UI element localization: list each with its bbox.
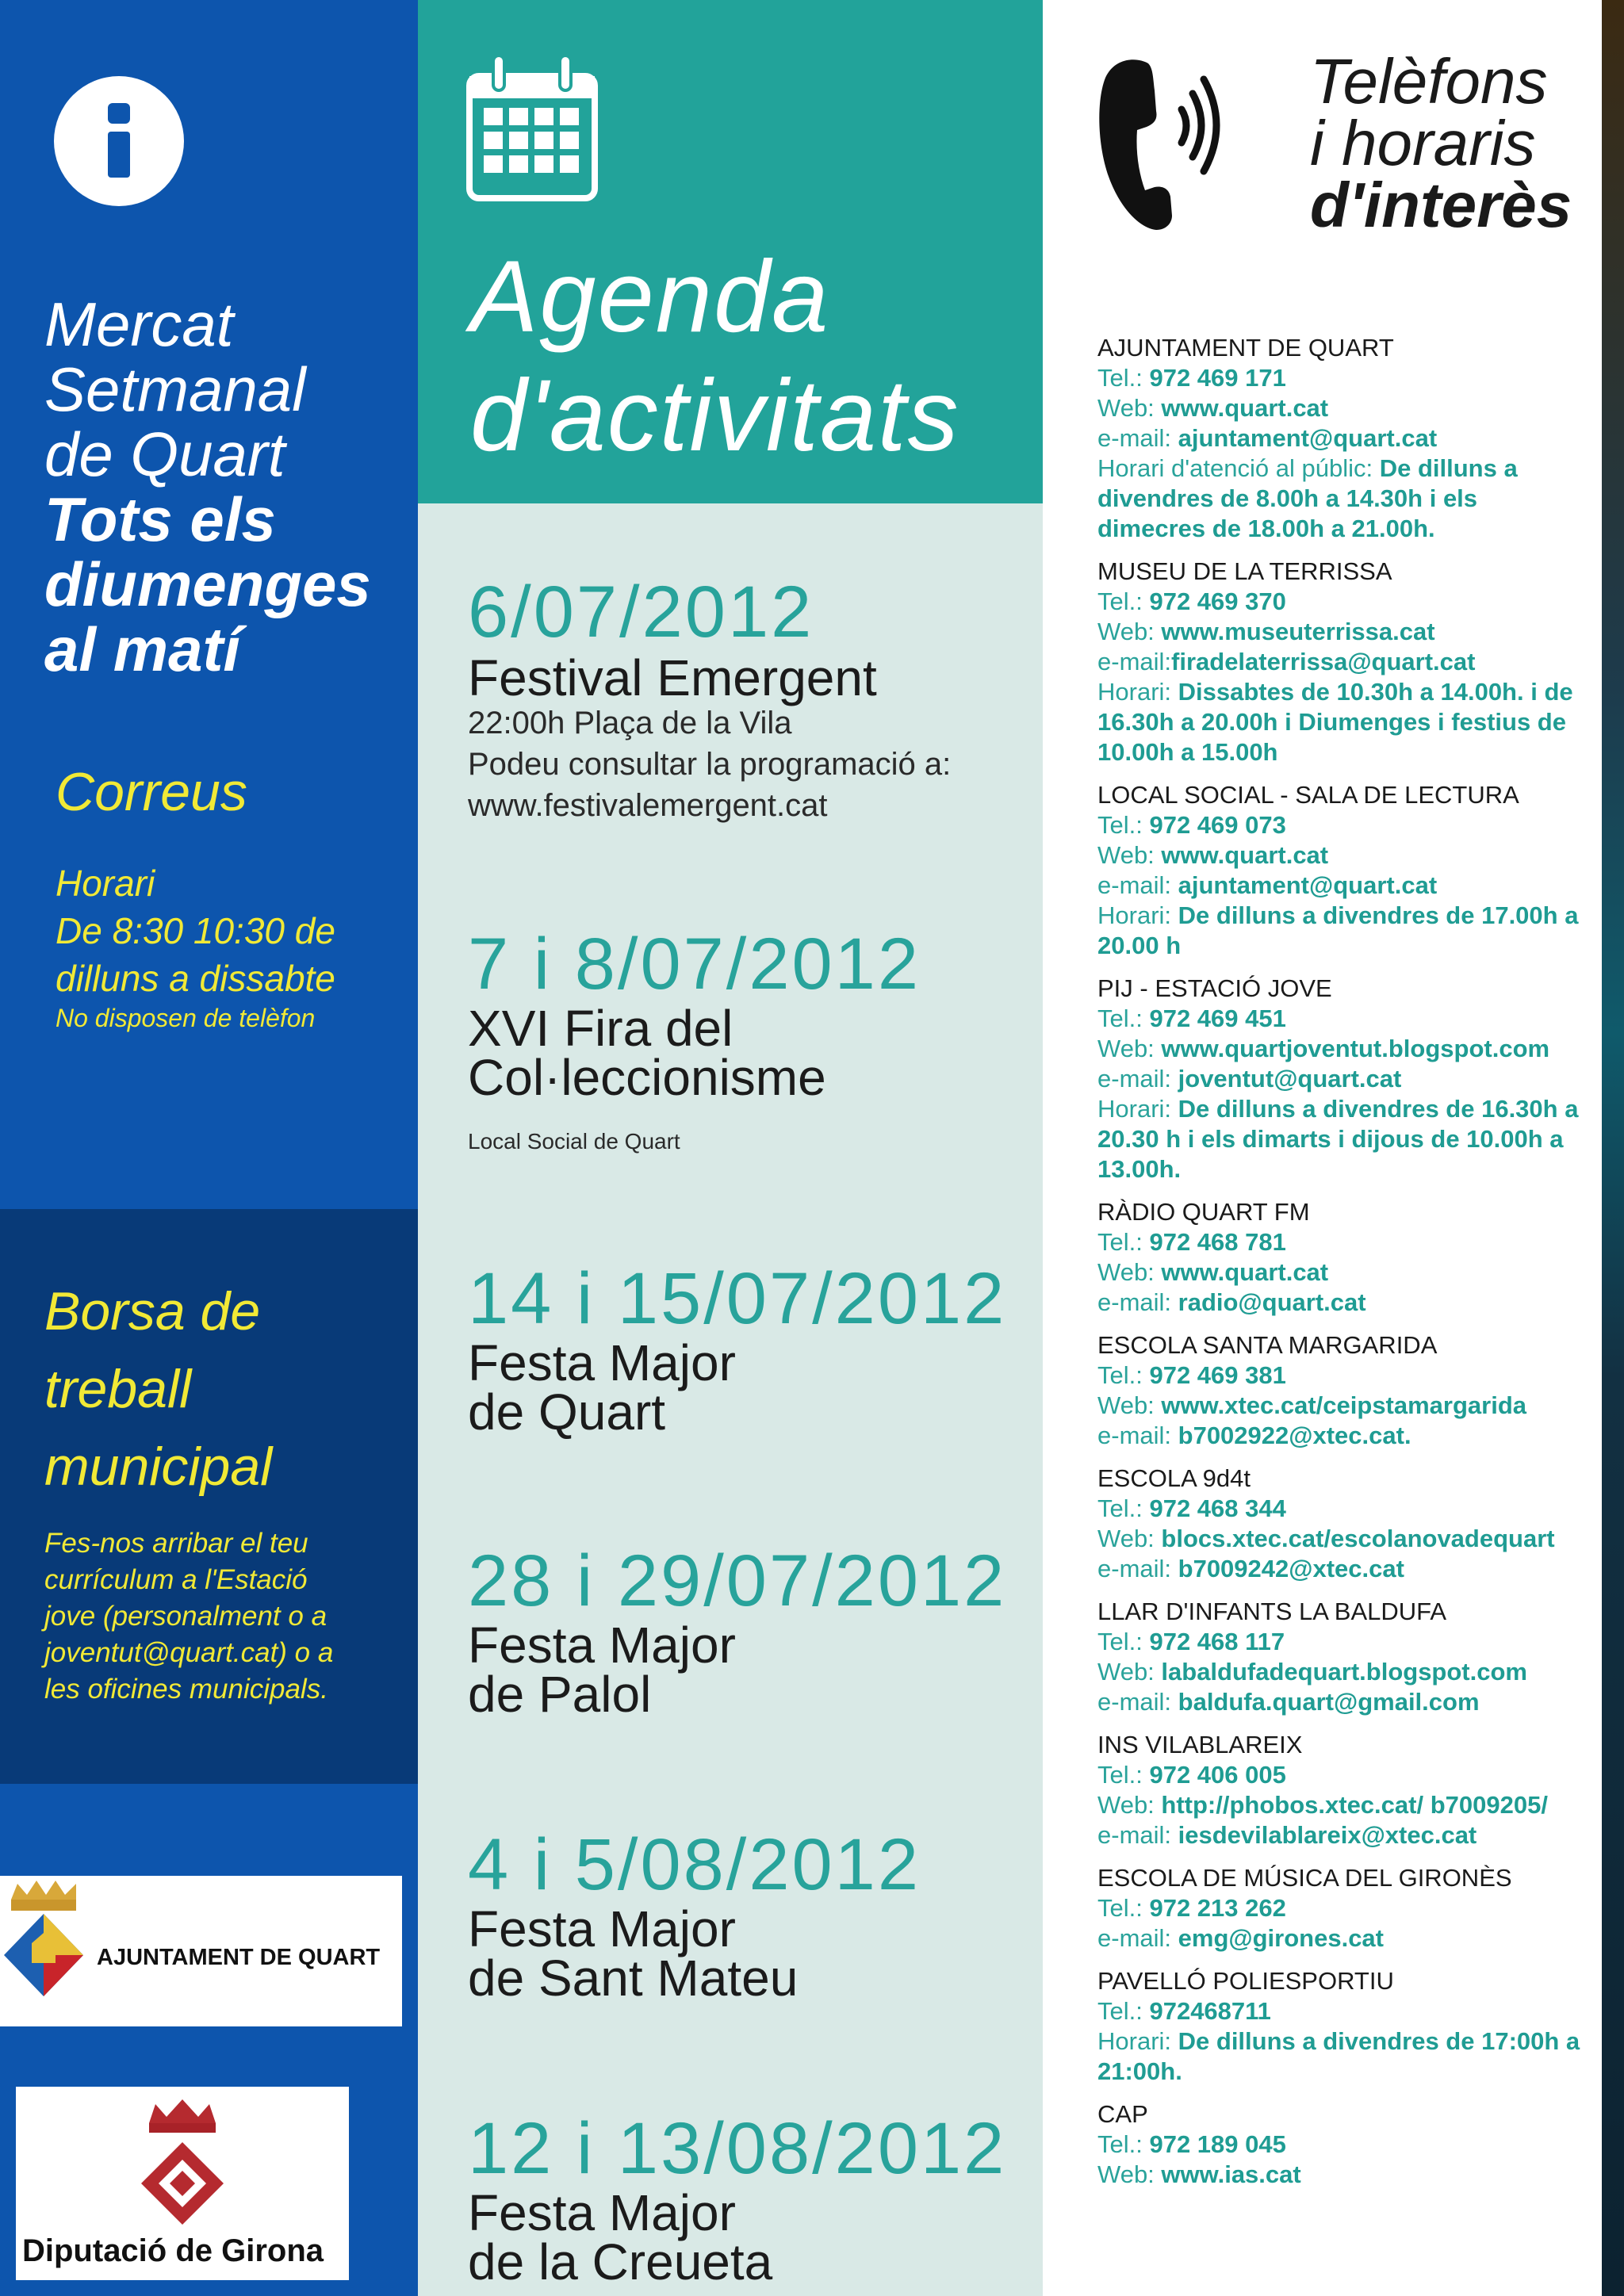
email-label: e-mail: [1097, 1821, 1178, 1849]
event-name: Festa Major [468, 1617, 736, 1674]
correus-title: Correus [56, 762, 247, 822]
web-link[interactable]: www.quartjoventut.blogspot.com [1161, 1035, 1550, 1062]
edge-strip [1602, 0, 1624, 2296]
tel-label: Tel.: [1097, 364, 1150, 392]
email-label: e-mail: [1097, 1555, 1178, 1582]
event-item [468, 924, 1031, 1154]
borsa-title-line: municipal [44, 1437, 273, 1497]
directory-entry [1097, 1730, 1589, 1850]
entry-name: LLAR D'INFANTS LA BALDUFA [1097, 1598, 1447, 1625]
web-label: Web: [1097, 1035, 1162, 1062]
event-name: de Sant Mateu [468, 1950, 799, 2007]
event-info: Local Social de Quart [468, 1129, 680, 1154]
event-name: Festa Major [468, 1900, 736, 1957]
borsa-title-line: Borsa de [44, 1281, 261, 1341]
calendar-icon [466, 52, 598, 203]
directory-entry [1097, 1197, 1589, 1318]
event-date: 7 i 8/07/2012 [468, 924, 921, 1004]
phones-title-line: i horaris [1310, 108, 1536, 178]
hours-label: Horari d'atenció al públic: [1097, 454, 1380, 482]
event-date: 12 i 13/08/2012 [468, 2108, 1007, 2189]
tel-value: 972 468 344 [1149, 1494, 1286, 1522]
tel-value: 972 189 045 [1149, 2130, 1286, 2158]
email-link[interactable]: firadelaterrissa@quart.cat [1171, 648, 1476, 675]
hours-label: Horari: [1097, 901, 1178, 929]
event-item [468, 1540, 1031, 1723]
web-label: Web: [1097, 1658, 1162, 1686]
shield-icon [4, 1914, 83, 1996]
email-label: e-mail: [1097, 1422, 1178, 1449]
tel-label: Tel.: [1097, 1361, 1150, 1389]
entry-name: ESCOLA SANTA MARGARIDA [1097, 1331, 1438, 1359]
directory-entry [1097, 1464, 1589, 1584]
tel-label: Tel.: [1097, 1494, 1150, 1522]
directory-entry [1097, 333, 1589, 544]
web-link[interactable]: www.museuterrissa.cat [1161, 618, 1435, 645]
event-info: Podeu consultar la programació a: [468, 747, 952, 782]
borsa-title-line: treball [44, 1359, 192, 1419]
tel-label: Tel.: [1097, 811, 1150, 839]
tel-value: 972 469 073 [1149, 811, 1286, 839]
agenda-title-line: Agenda [470, 240, 830, 354]
phone-directory [1097, 333, 1589, 2202]
market-block [44, 289, 409, 684]
phone-icon [1093, 46, 1235, 236]
market-bold-line: Tots els [44, 484, 276, 554]
correus-hours [56, 859, 404, 1002]
directory-entry [1097, 2099, 1589, 2190]
tel-label: Tel.: [1097, 2130, 1150, 2158]
tel-value: 972 213 262 [1149, 1894, 1286, 1922]
email-label: e-mail: [1097, 1065, 1178, 1093]
directory-entry [1097, 1330, 1589, 1451]
market-line: Mercat [44, 289, 234, 359]
event-item [468, 1258, 1031, 1441]
email-label: e-mail: [1097, 648, 1172, 675]
correus-line: De 8:30 10:30 de [56, 910, 335, 951]
email-label: e-mail: [1097, 871, 1178, 899]
event-name: XVI Fira del [468, 1000, 733, 1057]
market-line: de Quart [44, 419, 285, 489]
svg-text:AJUNTAMENT DE QUART: AJUNTAMENT DE QUART [97, 1945, 381, 1970]
event-info: www.festivalemergent.cat [468, 788, 828, 823]
market-bold-line: diumenges [44, 549, 371, 619]
svg-text:Diputació de Girona: Diputació de Girona [22, 2233, 324, 2268]
phones-title [1310, 46, 1572, 240]
tel-value: 972 469 370 [1149, 587, 1286, 615]
email-link[interactable]: b7009242@xtec.cat [1178, 1555, 1404, 1582]
event-item [468, 572, 1031, 826]
email-link[interactable]: baldufa.quart@gmail.com [1178, 1688, 1480, 1716]
directory-entry [1097, 974, 1589, 1184]
web-link[interactable]: labaldufadequart.blogspot.com [1161, 1658, 1527, 1686]
phones-title-line: Telèfons [1310, 46, 1548, 117]
web-label: Web: [1097, 394, 1162, 422]
entry-name: PAVELLÓ POLIESPORTIU [1097, 1967, 1394, 1995]
entry-name: MUSEU DE LA TERRISSA [1097, 557, 1392, 585]
web-link[interactable]: www.quart.cat [1161, 841, 1329, 869]
crown-icon [149, 2099, 216, 2133]
correus-line: Horari [56, 863, 155, 904]
event-name: Festa Major [468, 1334, 736, 1391]
tel-value: 972 406 005 [1149, 1761, 1286, 1789]
directory-entry [1097, 1597, 1589, 1717]
event-name: Festa Major [468, 2184, 736, 2241]
event-item [468, 1824, 1031, 2007]
email-link[interactable]: joventut@quart.cat [1178, 1065, 1402, 1093]
event-date: 4 i 5/08/2012 [468, 1824, 921, 1905]
borsa-text [44, 1525, 377, 1708]
event-info: 22:00h Plaça de la Vila [468, 706, 792, 740]
hours-label: Horari: [1097, 1095, 1178, 1123]
tel-label: Tel.: [1097, 1761, 1150, 1789]
tel-value: 972 469 381 [1149, 1361, 1286, 1389]
directory-entry [1097, 780, 1589, 961]
email-link[interactable]: ajuntament@quart.cat [1178, 871, 1438, 899]
email-link[interactable]: radio@quart.cat [1178, 1288, 1366, 1316]
email-label: e-mail: [1097, 424, 1178, 452]
event-date: 28 i 29/07/2012 [468, 1540, 1007, 1621]
entry-name: RÀDIO QUART FM [1097, 1198, 1310, 1226]
web-link[interactable]: blocs.xtec.cat/escolanovadequart [1161, 1525, 1555, 1552]
web-label: Web: [1097, 1258, 1162, 1286]
email-link[interactable]: emg@girones.cat [1178, 1924, 1384, 1952]
phones-title-line: d'interès [1310, 170, 1572, 240]
web-label: Web: [1097, 1391, 1162, 1419]
event-name: Col·leccionisme [468, 1049, 826, 1106]
borsa-title [44, 1272, 393, 1506]
ajuntament-logo [0, 1876, 402, 2026]
web-label: Web: [1097, 1791, 1162, 1819]
market-bold-line: al matí [44, 614, 241, 684]
web-label: Web: [1097, 618, 1162, 645]
correus-line: dilluns a dissabte [56, 958, 335, 999]
web-label: Web: [1097, 2160, 1162, 2188]
diputacio-logo [16, 2087, 349, 2280]
hours-value: Dissabtes de 10.30h a 14.00h. i de 16.30h a 20.00h i Diumenges i festius de 10.00h a 15.00h [1097, 678, 1573, 766]
hours-value: De dilluns a divendres de 16.30h a 20.30 h i els dimarts i dijous de 10.00h a 13.00h. [1097, 1095, 1579, 1183]
web-link[interactable]: www.ias.cat [1161, 2160, 1301, 2188]
tel-value: 972 469 171 [1149, 364, 1286, 392]
event-name: de la Creueta [468, 2233, 773, 2290]
agenda-title-line: d'activitats [470, 359, 960, 473]
tel-value: 972 469 451 [1149, 1004, 1286, 1032]
email-link[interactable]: ajuntament@quart.cat [1178, 424, 1438, 452]
web-label: Web: [1097, 1525, 1162, 1552]
entry-name: PIJ - ESTACIÓ JOVE [1097, 974, 1332, 1002]
tel-label: Tel.: [1097, 1228, 1150, 1256]
email-label: e-mail: [1097, 1924, 1178, 1952]
borsa-line: jove (personalment o a [44, 1601, 327, 1632]
borsa-line: joventut@quart.cat) o a [44, 1637, 334, 1668]
web-link[interactable]: www.quart.cat [1161, 1258, 1329, 1286]
tel-label: Tel.: [1097, 587, 1150, 615]
tel-label: Tel.: [1097, 1004, 1150, 1032]
tel-value: 972 468 117 [1149, 1628, 1285, 1655]
email-link[interactable]: b7002922@xtec.cat. [1178, 1422, 1411, 1449]
directory-entry [1097, 557, 1589, 767]
info-icon [54, 76, 184, 206]
web-link[interactable]: www.xtec.cat/ceipstamargarida [1161, 1391, 1527, 1419]
borsa-line: Fes-nos arribar el teu [44, 1528, 308, 1559]
hours-label: Horari: [1097, 2027, 1178, 2055]
crown-icon [11, 1881, 76, 1911]
tel-label: Tel.: [1097, 1894, 1150, 1922]
entry-name: LOCAL SOCIAL - SALA DE LECTURA [1097, 781, 1519, 809]
web-link[interactable]: www.quart.cat [1161, 394, 1329, 422]
correus-note: No disposen de telèfon [56, 1004, 316, 1032]
market-line: Setmanal [44, 354, 306, 424]
event-date: 6/07/2012 [468, 572, 814, 652]
borsa-line: les oficines municipals. [44, 1674, 328, 1705]
web-link[interactable]: http://phobos.xtec.cat/ b7009205/ [1161, 1791, 1548, 1819]
agenda-title [470, 238, 1041, 476]
emblem-icon [141, 2142, 224, 2225]
hours-value: De dilluns a divendres de 17.00h a 20.00 h [1097, 901, 1579, 959]
tel-value: 972468711 [1149, 1997, 1271, 2025]
hours-label: Horari: [1097, 678, 1178, 706]
email-link[interactable]: iesdevilablareix@xtec.cat [1178, 1821, 1477, 1849]
web-label: Web: [1097, 841, 1162, 869]
event-name: Festival Emergent [468, 649, 877, 706]
event-name: de Quart [468, 1383, 666, 1441]
directory-entry [1097, 1966, 1589, 2087]
tel-label: Tel.: [1097, 1628, 1150, 1655]
entry-name: ESCOLA 9d4t [1097, 1464, 1251, 1492]
entry-name: CAP [1097, 2100, 1148, 2128]
borsa-line: currículum a l'Estació [44, 1564, 308, 1595]
directory-entry [1097, 1863, 1589, 1954]
event-name: de Palol [468, 1666, 652, 1723]
hours-value: De dilluns a divendres de 8.00h a 14.30h i els dimecres de 18.00h a 21.00h. [1097, 454, 1518, 542]
tel-value: 972 468 781 [1149, 1228, 1286, 1256]
event-date: 14 i 15/07/2012 [468, 1258, 1007, 1339]
entry-name: ESCOLA DE MÚSICA DEL GIRONÈS [1097, 1864, 1512, 1892]
email-label: e-mail: [1097, 1288, 1178, 1316]
tel-label: Tel.: [1097, 1997, 1150, 2025]
email-label: e-mail: [1097, 1688, 1178, 1716]
entry-name: AJUNTAMENT DE QUART [1097, 334, 1394, 362]
event-item [468, 2108, 1031, 2290]
entry-name: INS VILABLAREIX [1097, 1731, 1303, 1758]
hours-value: De dilluns a divendres de 17:00h a 21:00h. [1097, 2027, 1580, 2085]
